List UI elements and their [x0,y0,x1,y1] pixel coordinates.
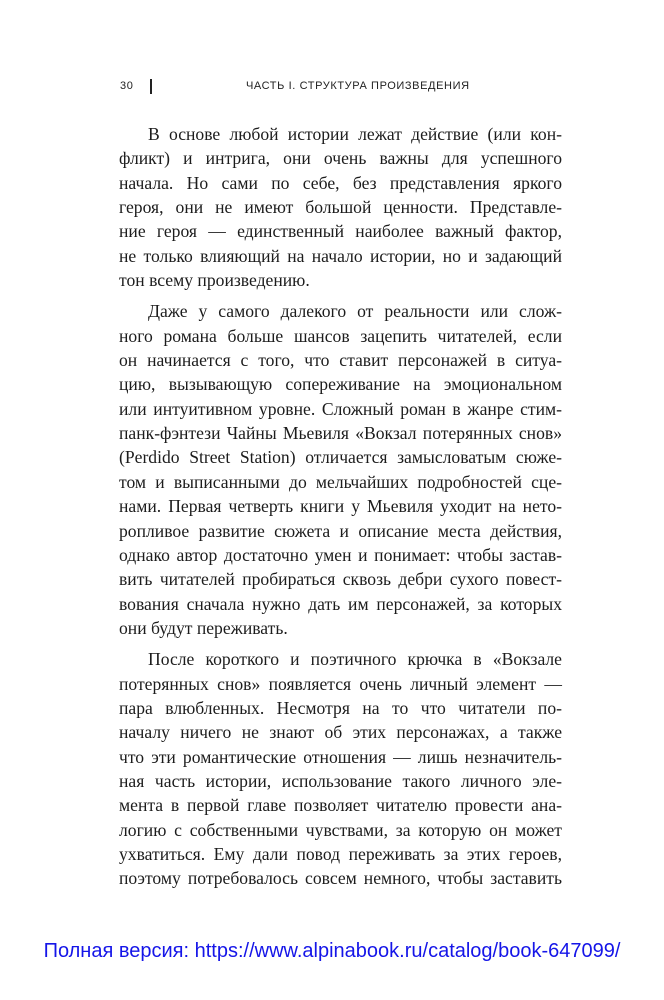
text-line: вования сначала нужно дать им персонажей, за которых [119,593,562,614]
text-line: мента в первой главе позволяет читателю провести ана- [119,795,562,816]
text-line: ного романа больше шансов зацепить читателей, если [119,325,562,346]
text-line: том и выписанными до мельчайших подробностей сце- [119,471,562,492]
full-version-link[interactable]: Полная версия: https://www.alpinabook.ru/catalog/book-647099/ [43,940,621,962]
text-line: или интуитивном уровне. Сложный роман в жанре стим- [119,398,562,419]
text-line: пара влюбленных. Несмотря на то что читатели по- [119,697,562,718]
text-line: В основе любой истории лежат действие (или кон- [148,124,562,144]
text-line: После короткого и поэтичного крючка в «Вокзале [148,649,562,670]
body-text [119,122,562,891]
running-head [120,80,562,98]
text-line: ная часть истории, использование такого личного эле- [119,770,562,791]
text-line: потерянных снов» появляется очень личный элемент — [119,673,562,694]
text-line: цию, вызывающую сопереживание на эмоциональном [119,374,562,395]
text-line: ропливое развитие сюжета и описание места действия, [119,520,562,541]
text-line: тон всему произведению. [119,270,310,291]
text-line: ние героя — единственный наиболее важный фактор, [119,221,562,242]
text-line: фликт) и интрига, они очень важны для успешного [119,148,562,169]
text-line: что эти романтические отношения — лишь незначитель- [119,746,562,767]
text-line: ухватиться. Ему дали повод переживать за этих героев, [119,843,562,864]
text-line: он начинается с того, что ставит персонажей в ситуа- [119,350,562,371]
text-line: Даже у самого далекого от реальности или слож- [148,301,562,322]
text-line: поэтому потребовалось совсем немного, чтобы заставить [119,868,562,889]
text-line: однако автор достаточно умен и понимает: чтобы застав- [119,544,562,565]
paragraph-gap [119,640,562,647]
paragraph-gap [119,292,562,299]
header-divider [150,79,152,94]
text-line: нами. Первая четверть книги у Мьевиля уходит на нето- [119,496,562,517]
text-line: героя, они не имеют большой ценности. Представле- [119,197,562,218]
text-line: не только влияющий на начало истории, но и задающий [119,245,562,266]
text-line: они будут переживать. [119,617,288,638]
text-line: (Perdido Street Station) отличается замысловатым сюже- [119,447,562,468]
text-line: начала. Но сами по себе, без представления яркого [119,172,562,193]
text-line: вить читателей пробираться сквозь дебри сухого повест- [119,569,562,590]
text-line: панк-фэнтези Чайны Мьевиля «Вокзал потерянных снов» [119,423,562,444]
page-number: 30 [120,80,134,92]
text-line: логию с собственными чувствами, за которую он может [119,819,562,840]
chapter-title: ЧАСТЬ I. СТРУКТУРА ПРОИЗВЕДЕНИЯ [246,80,470,92]
text-line: началу ничего не знают об этих персонажах, а также [119,722,562,743]
